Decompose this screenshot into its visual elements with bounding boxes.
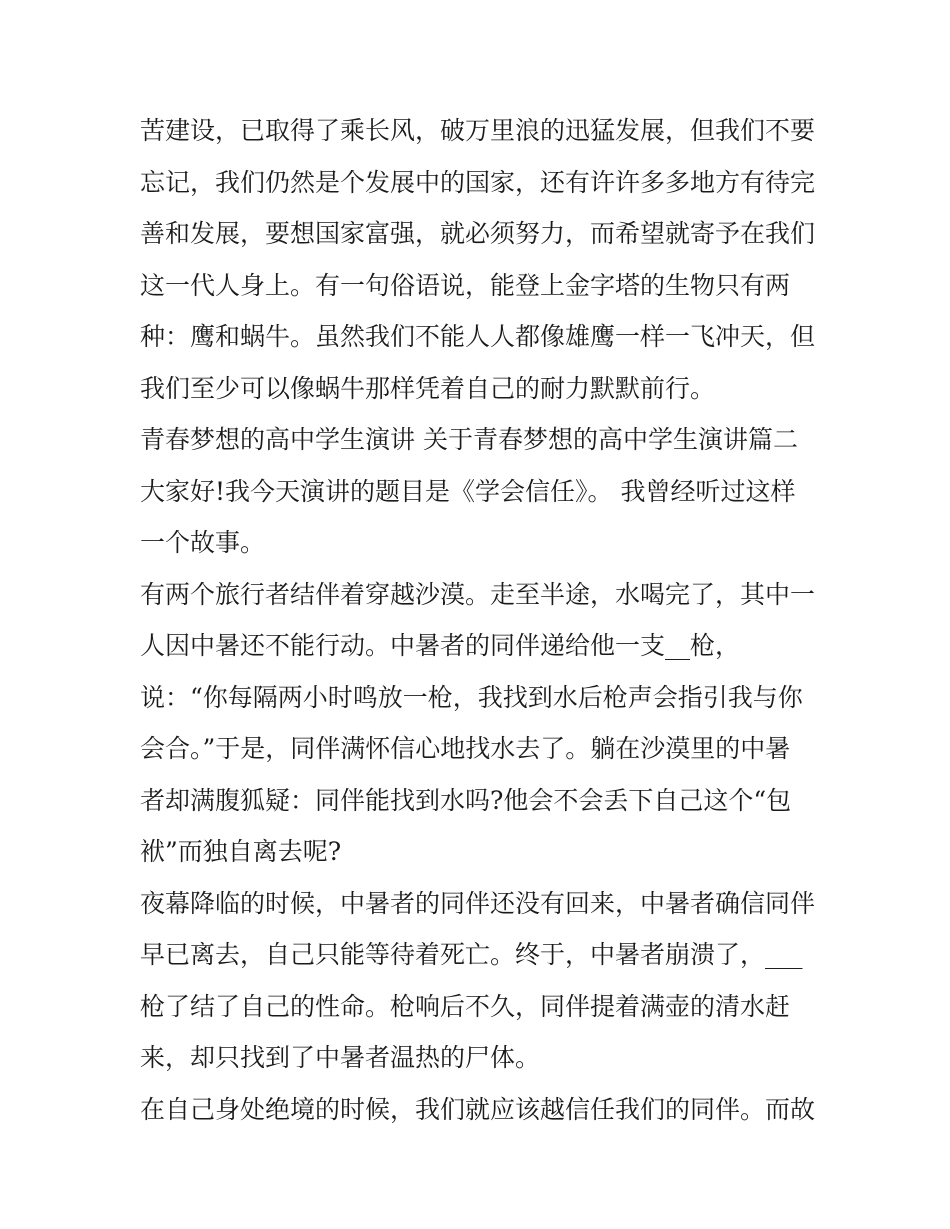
text-line: 人因中暑还不能行动。中暑者的同伴递给他一支__枪， xyxy=(140,631,741,660)
text-line: 袱”而独自离去呢? xyxy=(140,837,342,866)
text-line: 这一代人身上。有一句俗语说，能登上金字塔的生物只有两 xyxy=(140,270,791,300)
text-line: 者却满腹狐疑：同伴能找到水吗?他会不会丢下自己这个“包 xyxy=(140,785,792,815)
text-line: 来，却只找到了中暑者温热的尸体。 xyxy=(140,1043,541,1072)
text-line: 在自己身处绝境的时候，我们就应该越信任我们的同伴。而故 xyxy=(140,1094,816,1124)
text-line: 有两个旅行者结伴着穿越沙漠。走至半途，水喝完了，其中一 xyxy=(140,579,816,609)
text-line: 苦建设，已取得了乘长风，破万里浪的迅猛发展，但我们不要 xyxy=(140,116,816,145)
text-line: 一个故事。 xyxy=(140,528,266,557)
document-body xyxy=(140,105,820,1135)
text-line: 会合。”于是，同伴满怀信心地找水去了。躺在沙漠里的中暑 xyxy=(140,734,791,763)
text-line: 我们至少可以像蜗牛那样凭着自己的耐力默默前行。 xyxy=(140,373,716,403)
text-line: 早已离去，自己只能等待着死亡。终于，中暑者崩溃了，___ xyxy=(140,940,803,969)
text-line: 种：鹰和蜗牛。虽然我们不能人人都像雄鹰一样一飞冲天，但 xyxy=(140,322,816,351)
section-heading: 青春梦想的高中学生演讲 关于青春梦想的高中学生演讲篇二 xyxy=(140,425,798,454)
text-line: 大家好!我今天演讲的题目是《学会信任》。 我曾经听过这样 xyxy=(140,476,796,506)
text-line: 善和发展，要想国家富强，就必须努力，而希望就寄予在我们 xyxy=(140,219,816,248)
text-line: 忘记，我们仍然是个发展中的国家，还有许许多多地方有待完 xyxy=(140,167,816,197)
text-line: 枪了结了自己的性命。枪响后不久，同伴提着满壶的清水赶 xyxy=(140,991,791,1021)
text-line: 夜幕降临的时候，中暑者的同伴还没有回来，中暑者确信同伴 xyxy=(140,888,816,918)
text-line: 说：“你每隔两小时鸣放一枪，我找到水后枪声会指引我与你 xyxy=(140,682,803,712)
